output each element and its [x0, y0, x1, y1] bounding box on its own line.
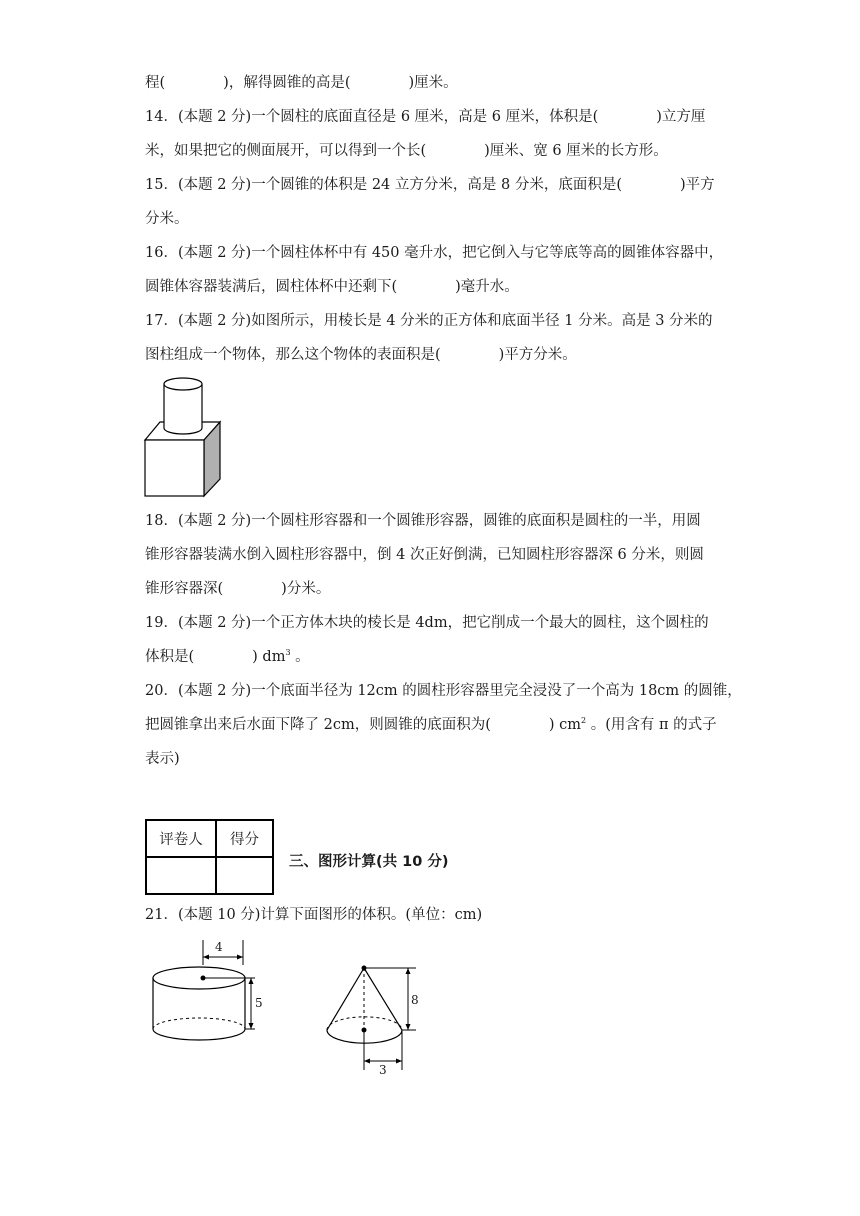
q19-exponent: 3 — [285, 648, 291, 658]
question-21-line: 21．(本题 10 分)计算下面图形的体积。(单位：cm) — [145, 907, 483, 923]
question-14-line-2: 米，如果把它的侧面展开，可以得到一个长( )厘米、宽 6 厘米的长方形。 — [145, 143, 668, 159]
question-20-line-1: 20．(本题 2 分)一个底面半径为 12cm 的圆柱形容器里完全浸没了一个高为 18cm 的圆锥， — [145, 683, 742, 699]
score-table-header-score: 得分 — [216, 820, 273, 857]
question-18-line-1: 18．(本题 2 分)一个圆柱形容器和一个圆锥形容器，圆锥的底面积是圆柱的一半，用圆 — [145, 513, 701, 529]
question-19-line-2 — [145, 647, 310, 667]
question-20-line-2 — [145, 715, 717, 735]
cone-figure — [320, 958, 420, 1076]
score-table — [145, 819, 274, 895]
question-14-line-1: 14．(本题 2 分)一个圆柱的底面直径是 6 厘米，高是 6 厘米，体积是( )立方厘 — [145, 109, 706, 125]
q19-text: 体积是( ) dm — [145, 649, 286, 665]
q20-exponent: 2 — [581, 716, 587, 726]
score-table-cell-grader — [146, 857, 216, 894]
cone-height-label: 8 — [411, 993, 419, 1007]
question-19-line-1: 19．(本题 2 分)一个正方体木块的棱长是 4dm，把它削成一个最大的圆柱，这个圆柱的 — [145, 615, 709, 631]
question-15-line-1: 15．(本题 2 分)一个圆锥的体积是 24 立方分米，高是 8 分米，底面积是( )平方 — [145, 177, 715, 193]
question-18-line-3: 锥形容器深( )分米。 — [145, 581, 331, 597]
score-table-cell-score — [216, 857, 273, 894]
q19-text-end: 。 — [290, 649, 310, 665]
cylinder-height-label: 5 — [255, 996, 263, 1010]
text-line: 程( )，解得圆锥的高是( )厘米。 — [145, 75, 458, 91]
question-17-line-2: 图柱组成一个物体，那么这个物体的表面积是( )平方分米。 — [145, 347, 577, 363]
question-16-line-2: 圆锥体容器装满后，圆柱体杯中还剩下( )毫升水。 — [145, 279, 519, 295]
question-15-line-2: 分米。 — [145, 211, 189, 227]
section-heading: 三、图形计算(共 10 分) — [289, 854, 449, 870]
q20-text: 把圆锥拿出来后水面下降了 2cm，则圆锥的底面积为( ) cm — [145, 717, 581, 733]
question-20-line-3: 表示) — [145, 751, 180, 767]
cube-cylinder-figure — [140, 372, 230, 500]
question-17-line-1: 17．(本题 2 分)如图所示，用棱长是 4 分米的正方体和底面半径 1 分米。高是 3 分米的 — [145, 313, 713, 329]
q20-text-end: 。(用含有 π 的式子 — [586, 717, 717, 733]
cone-radius-label: 3 — [379, 1063, 387, 1077]
question-18-line-2: 锥形容器装满水倒入圆柱形容器中，倒 4 次正好倒满，已知圆柱形容器深 6 分米，则圆 — [145, 547, 704, 563]
score-table-header-grader: 评卷人 — [146, 820, 216, 857]
question-16-line-1: 16．(本题 2 分)一个圆柱体杯中有 450 毫升水，把它倒入与它等底等高的圆锥体容器中， — [145, 245, 724, 261]
cylinder-radius-label: 4 — [215, 940, 223, 954]
